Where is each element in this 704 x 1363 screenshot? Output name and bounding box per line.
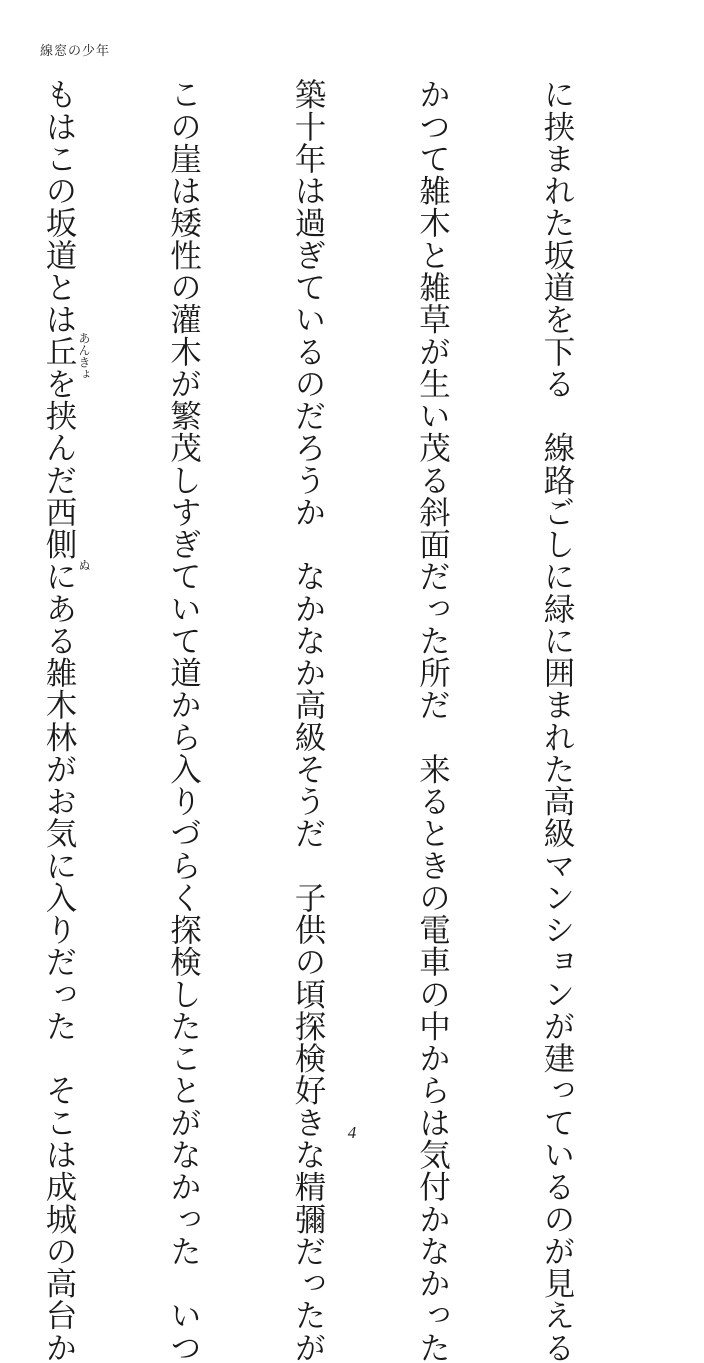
vertical-body-text <box>0 78 660 1363</box>
ruby-ankyo: あんきょ <box>77 332 91 380</box>
text-line-5: もはこの坂道とは丘を挟んだ西側にある雑木林がお気に入りだった そこは成城の高台か <box>41 78 77 1363</box>
text-line-1: に挟まれた坂道を下る 線路ごしに緑に囲まれた高級マンションが建っているのが見える <box>539 78 575 1363</box>
text-line-2: かつて雑木と雑草が生い茂る斜面だった所だ 来るときの電車の中からは気付かなかった <box>414 78 451 1363</box>
page-number: 4 <box>347 1123 357 1142</box>
running-header-title: 線窓の少年 <box>40 44 111 59</box>
ruby-nu: ぬ <box>77 559 91 571</box>
text-line-4: この崖は矮性の灌木が繁茂しすぎていて道から入りづらく探検したことがなかった いつ <box>165 78 202 1363</box>
text-line-3: 築十年は過ぎているのだろうか なかなか高級そうだ 子供の頃探検好きな精彌だったが <box>290 78 326 1363</box>
